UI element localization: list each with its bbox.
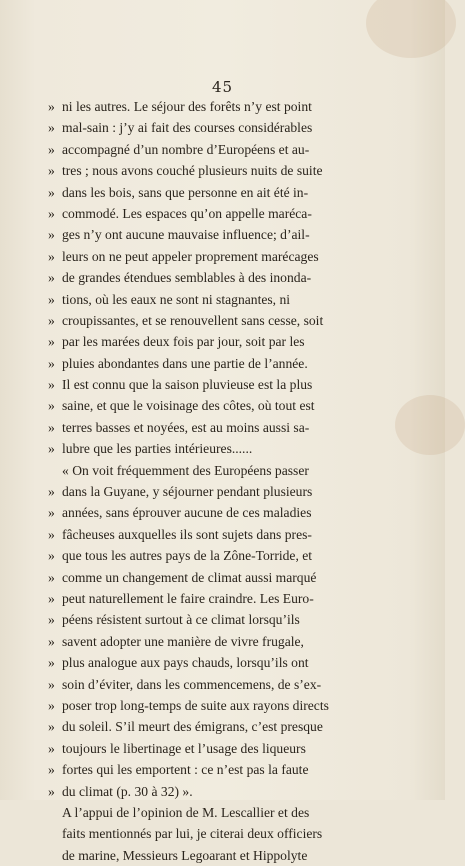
quote-mark: » xyxy=(48,334,55,350)
text-line xyxy=(48,545,404,566)
line-text: saine, et que le voisinage des côtes, où tout est xyxy=(62,398,315,414)
quote-mark: » xyxy=(48,740,55,756)
line-text: par les marées deux fois par jour, soit par les xyxy=(62,334,305,350)
line-text: de grandes étendues semblables à des inonda- xyxy=(62,270,312,286)
quote-mark: » xyxy=(48,99,55,114)
text-line xyxy=(48,417,404,438)
text-line xyxy=(48,823,404,844)
text-line xyxy=(48,716,404,737)
text-line xyxy=(48,310,404,331)
line-text: dans les bois, sans que personne en ait été in- xyxy=(62,184,309,200)
quote-mark: » xyxy=(48,783,55,799)
quote-mark: » xyxy=(48,419,55,435)
line-text: Il est connu que la saison pluvieuse est la plus xyxy=(62,377,313,393)
line-text: plus analogue aux pays chauds, lorsqu’ils ont xyxy=(62,655,309,671)
line-text: croupissantes, et se renouvellent sans cesse, soit xyxy=(62,312,324,328)
text-line xyxy=(48,695,404,716)
text-line xyxy=(48,331,404,352)
line-text: pluies abondantes dans une partie de l’année. xyxy=(62,355,308,371)
text-line xyxy=(48,674,404,695)
quote-mark: » xyxy=(48,377,55,393)
text-line xyxy=(48,524,404,545)
quote-mark: » xyxy=(48,484,55,500)
text-line xyxy=(48,203,404,224)
line-text: de marine, Messieurs Legoarant et Hippolyte xyxy=(62,847,308,863)
quote-mark: » xyxy=(48,141,55,157)
text-line xyxy=(48,374,404,395)
text-line xyxy=(48,353,404,374)
quote-mark xyxy=(48,460,62,481)
text-line xyxy=(48,224,404,245)
quote-mark: » xyxy=(48,120,55,136)
line-text: lubre que les parties intérieures...... xyxy=(62,441,253,457)
line-text: dans la Guyane, y séjourner pendant plusieurs xyxy=(62,484,313,500)
quote-mark: » xyxy=(48,312,55,328)
quote-mark: » xyxy=(48,762,55,778)
line-text: savent adopter une manière de vivre frugale, xyxy=(62,633,304,649)
line-text: fortes qui les emportent : ce n’est pas la faute xyxy=(62,762,309,778)
quote-mark: » xyxy=(48,526,55,542)
line-text: tions, où les eaux ne sont ni stagnantes, ni xyxy=(62,291,291,307)
quote-mark: » xyxy=(48,270,55,286)
line-text: accompagné d’un nombre d’Européens et au- xyxy=(62,141,310,157)
text-line xyxy=(48,481,404,502)
text-line xyxy=(48,96,404,117)
text-line xyxy=(48,117,404,138)
text-line xyxy=(48,246,404,267)
line-text: terres basses et noyées, est au moins aussi sa- xyxy=(62,419,310,435)
quote-mark: » xyxy=(48,441,55,457)
quote-mark: » xyxy=(48,248,55,264)
text-line xyxy=(48,738,404,759)
line-text: comme un changement de climat aussi marqué xyxy=(62,569,317,585)
line-text: du climat (p. 30 à 32) ». xyxy=(62,783,193,799)
line-text: commodé. Les espaces qu’on appelle maréca- xyxy=(62,205,312,221)
text-line xyxy=(48,652,404,673)
quote-mark: » xyxy=(48,676,55,692)
line-text: tres ; nous avons couché plusieurs nuits de suite xyxy=(62,163,323,179)
quote-mark xyxy=(48,823,62,844)
quote-mark: » xyxy=(48,548,55,564)
line-text: péens résistent surtout à ce climat lorsqu’ils xyxy=(62,612,300,628)
text-line xyxy=(48,845,404,866)
text-line xyxy=(48,609,404,630)
quote-mark: » xyxy=(48,398,55,414)
text-line xyxy=(48,567,404,588)
line-text: mal-sain : j’y ai fait des courses considérables xyxy=(62,120,313,136)
quote-mark: » xyxy=(48,505,55,521)
line-text: peut naturellement le faire craindre. Les Euro- xyxy=(62,590,314,606)
text-line xyxy=(48,781,404,802)
line-text: A l’appui de l’opinion de M. Lescallier et des xyxy=(62,804,310,820)
line-text: années, sans éprouver aucune de ces maladies xyxy=(62,505,312,521)
text-line xyxy=(48,460,404,481)
quote-mark: » xyxy=(48,184,55,200)
line-text: ges n’y ont aucune mauvaise influence; d’ail- xyxy=(62,227,310,243)
text-line xyxy=(48,289,404,310)
body-text xyxy=(48,96,404,866)
text-line xyxy=(48,759,404,780)
line-text: ni les autres. Le séjour des forêts n’y est point xyxy=(62,99,312,114)
line-text: poser trop long-temps de suite aux rayons directs xyxy=(62,697,329,713)
text-line xyxy=(48,588,404,609)
quote-mark: » xyxy=(48,612,55,628)
text-line xyxy=(48,182,404,203)
line-text: leurs on ne peut appeler proprement marécages xyxy=(62,248,319,264)
quote-mark xyxy=(48,802,62,823)
line-text: « On voit fréquemment des Européens passer xyxy=(62,462,309,478)
page-number: 45 xyxy=(211,78,234,96)
quote-mark: » xyxy=(48,569,55,585)
quote-mark xyxy=(48,845,62,866)
text-line xyxy=(48,267,404,288)
paper-stain xyxy=(366,0,456,58)
quote-mark: » xyxy=(48,633,55,649)
text-line xyxy=(48,160,404,181)
quote-mark: » xyxy=(48,590,55,606)
quote-mark: » xyxy=(48,355,55,371)
line-text: toujours le libertinage et l’usage des liqueurs xyxy=(62,740,306,756)
text-line xyxy=(48,438,404,459)
quote-mark: » xyxy=(48,719,55,735)
line-text: fâcheuses auxquelles ils sont sujets dans pres- xyxy=(62,526,312,542)
quote-mark: » xyxy=(48,655,55,671)
text-line xyxy=(48,802,404,823)
text-line xyxy=(48,631,404,652)
paper-stain xyxy=(395,395,465,455)
quote-mark: » xyxy=(48,205,55,221)
line-text: faits mentionnés par lui, je citerai deux officiers xyxy=(62,826,323,842)
quote-mark: » xyxy=(48,291,55,307)
text-line xyxy=(48,139,404,160)
text-line xyxy=(48,395,404,416)
text-line xyxy=(48,502,404,523)
quote-mark: » xyxy=(48,163,55,179)
quote-mark: » xyxy=(48,227,55,243)
line-text: du soleil. S’il meurt des émigrans, c’est presque xyxy=(62,719,323,735)
line-text: soin d’éviter, dans les commencemens, de s’ex- xyxy=(62,676,322,692)
quote-mark: » xyxy=(48,697,55,713)
line-text: que tous les autres pays de la Zône-Torride, et xyxy=(62,548,313,564)
